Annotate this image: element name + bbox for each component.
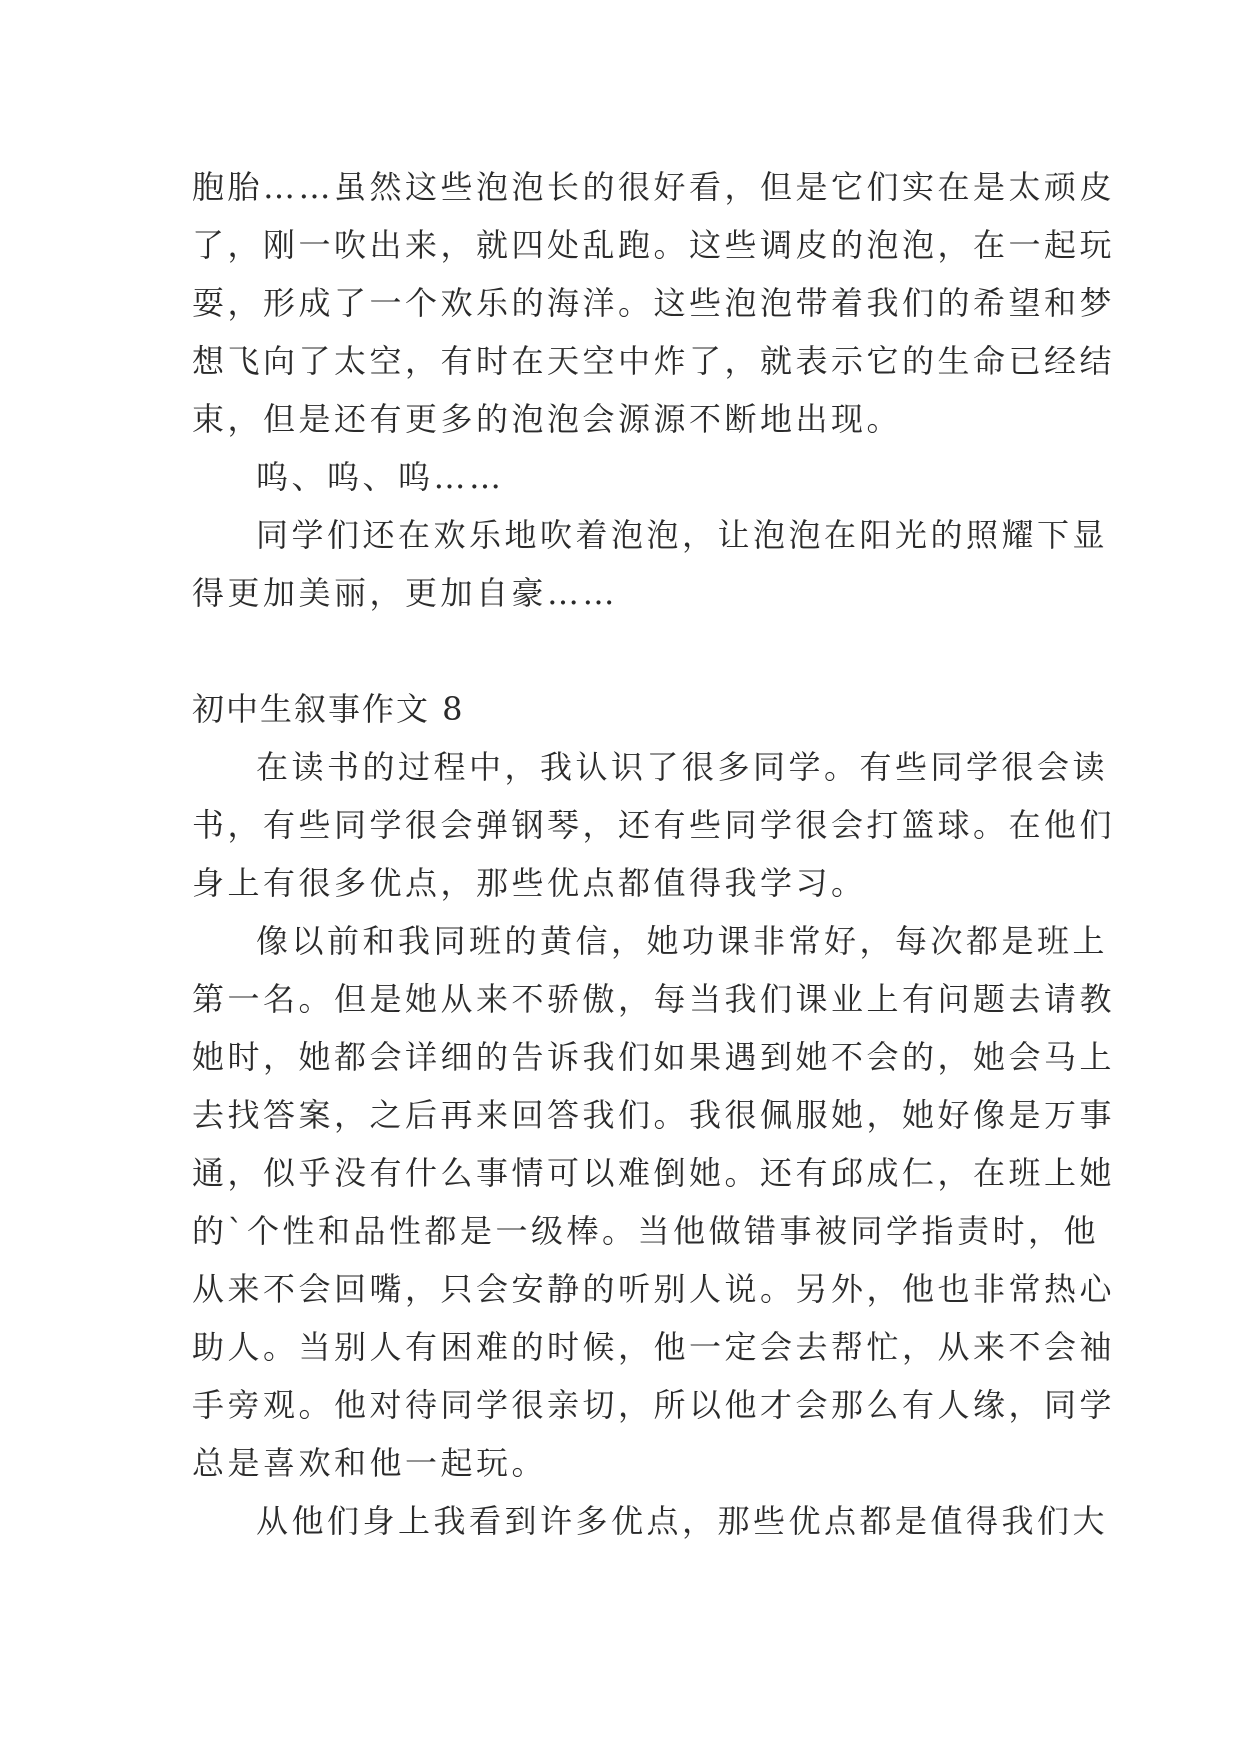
text-line: 束，但是还有更多的泡泡会源源不断地出现。 [192,400,903,438]
text-line: 第一名。但是她从来不骄傲，每当我们课业上有问题去请教 [192,980,1116,1018]
text-line: 她时，她都会详细的告诉我们如果遇到她不会的，她会马上 [192,1038,1116,1076]
document-page [192,158,1116,1550]
text-line: 书，有些同学很会弹钢琴，还有些同学很会打篮球。在他们 [192,806,1116,844]
text-line: 助人。当别人有困难的时候，他一定会去帮忙，从来不会袖 [192,1328,1116,1366]
paragraph-classmates-examples [192,912,1116,1492]
section-gap [192,622,1050,680]
text-line: 得更加美丽，更加自豪…… [192,574,619,612]
text-line: 身上有很多优点，那些优点都值得我学习。 [192,864,867,902]
text-line: 的`个性和品性都是一级棒。当他做错事被同学指责时，他 [192,1212,1100,1250]
paragraph-conclusion [192,1492,1109,1550]
text-line: 手旁观。他对待同学很亲切，所以他才会那么有人缘，同学 [192,1386,1116,1424]
text-line: 总是喜欢和他一起玩。 [192,1444,548,1482]
text-line: 从他们身上我看到许多优点，那些优点都是值得我们大 [256,1502,1109,1540]
text-line: 耍，形成了一个欢乐的海洋。这些泡泡带着我们的希望和梦 [192,284,1116,322]
text-line: 想飞向了太空，有时在天空中炸了，就表示它的生命已经结 [192,342,1116,380]
text-line: 胞胎……虽然这些泡泡长的很好看，但是它们实在是太顽皮 [192,168,1116,206]
paragraph-classmates-blowing [192,506,1109,622]
paragraph-onomatopoeia [192,448,1050,506]
text-line: 了，刚一吹出来，就四处乱跑。这些调皮的泡泡，在一起玩 [192,226,1116,264]
text-line: 在读书的过程中，我认识了很多同学。有些同学很会读 [256,748,1109,786]
text-line: 通，似乎没有什么事情可以难倒她。还有邱成仁，在班上她 [192,1154,1116,1192]
text-line: 去找答案，之后再来回答我们。我很佩服她，她好像是万事 [192,1096,1116,1134]
text-line: 从来不会回嘴，只会安静的听别人说。另外，他也非常热心 [192,1270,1116,1308]
text-line: 像以前和我同班的黄信，她功课非常好，每次都是班上 [256,922,1109,960]
section-heading: 初中生叙事作文 8 [192,690,465,728]
text-line: 同学们还在欢乐地吹着泡泡，让泡泡在阳光的照耀下显 [256,516,1109,554]
paragraph-bubbles-description [192,158,1116,448]
text-line: 呜、呜、呜…… [256,458,505,496]
paragraph-introduction [192,738,1116,912]
